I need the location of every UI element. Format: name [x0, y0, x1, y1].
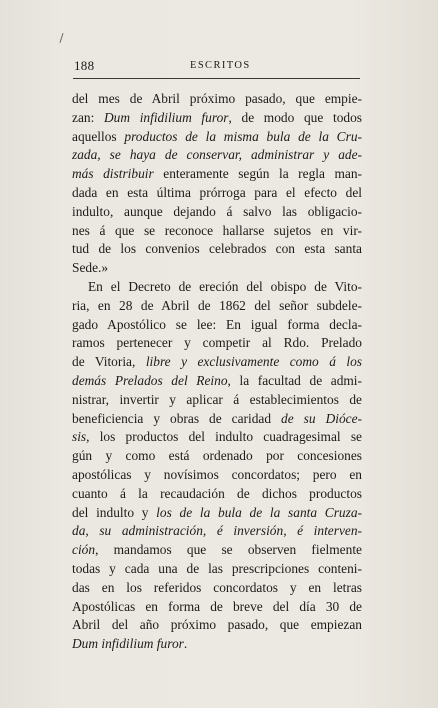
text-run: beneficiencia y obras de caridad — [72, 410, 282, 426]
text-line — [72, 316, 362, 335]
italic-run: demás Prelados del Reino — [72, 372, 228, 388]
text-run: apostólicas y novísimos concordatos; pero en — [72, 466, 362, 482]
ink-mark — [59, 33, 63, 43]
text-run: Sede.» — [72, 260, 109, 276]
text-run: gado Apostólico se lee: En igual forma decla- — [72, 316, 362, 332]
text-line — [72, 391, 362, 410]
italic-run: productos de la misma bula de la Cru- — [124, 128, 362, 144]
text-run: , mandamos que se observen fielmente — [95, 542, 362, 558]
running-title: ESCRITOS — [190, 60, 251, 71]
italic-run: más distribuir — [72, 166, 154, 182]
italic-run: de su Dióce- — [281, 410, 362, 426]
text-run: del indulto y — [72, 504, 157, 520]
text-line — [72, 128, 362, 147]
text-run: nes á que se reconoce hallarse sujetos en vir- — [72, 222, 362, 238]
text-run: . — [183, 636, 188, 652]
text-line — [72, 579, 362, 598]
text-run: enteramente según la regla man- — [153, 166, 362, 182]
italic-run: zada, se haya de conservar, administrar y ade- — [72, 147, 362, 163]
text-run: ramos pertenecer y competir al Rdo. Prelado — [72, 335, 362, 351]
page-number: 188 — [74, 58, 95, 73]
text-line — [72, 90, 362, 109]
italic-run: libre y exclusivamente como á los — [145, 354, 362, 370]
text-line — [72, 184, 362, 203]
text-line — [72, 635, 362, 654]
italic-run: Dum infidilium furor — [103, 109, 229, 125]
body-text — [72, 90, 362, 654]
text-line — [72, 240, 362, 259]
text-line — [72, 466, 362, 485]
text-line — [72, 278, 362, 297]
text-line — [72, 222, 362, 241]
text-run: dada en esta última prórroga para el efecto del — [72, 184, 362, 200]
text-run: cuanto á la recaudación de dichos productos — [72, 485, 362, 501]
text-run: gún y como está ordenado por concesiones — [72, 448, 362, 464]
text-run: Apostólicas en forma de breve del día 30 de — [72, 598, 362, 614]
page-header — [74, 58, 359, 78]
italic-run: da, su administración, é inversión, é interven- — [72, 523, 362, 539]
text-run: Abril del año próximo pasado, que empiezan — [72, 617, 362, 633]
header-rule — [73, 78, 360, 79]
text-line — [72, 541, 362, 560]
text-run: , de modo que todos — [228, 109, 362, 125]
text-line — [72, 146, 362, 165]
text-line — [72, 353, 362, 372]
text-run: tud de los convenios celebrados con esta santa — [72, 241, 362, 257]
text-run: ria, en 28 de Abril de 1862 del señor subdele- — [72, 297, 362, 313]
text-run: todas y cada una de las prescripciones conteni- — [72, 560, 362, 576]
text-run: del mes de Abril próximo pasado, que empie- — [72, 91, 362, 106]
italic-run: ción — [72, 542, 96, 558]
text-line — [72, 410, 362, 429]
text-line — [72, 165, 362, 184]
text-line — [72, 109, 362, 128]
text-line — [72, 372, 362, 391]
text-line — [72, 259, 362, 278]
text-line — [72, 447, 362, 466]
text-run: , los productos del indulto cuadragesimal se — [86, 429, 362, 445]
text-run: de Vitoria, — [72, 354, 146, 370]
text-run: aquellos — [72, 128, 125, 144]
text-line — [72, 522, 362, 541]
text-line — [72, 485, 362, 504]
text-run: das en los referidos concordatos y en letras — [72, 579, 362, 595]
italic-run: los de la bula de la santa Cruza- — [156, 504, 362, 520]
italic-run: sis — [72, 429, 87, 445]
text-line — [72, 334, 362, 353]
text-run: indulto, aunque dejando á salvo las obligacio- — [72, 203, 362, 219]
text-line — [72, 616, 362, 635]
text-line — [72, 428, 362, 447]
text-line — [72, 560, 362, 579]
text-line — [72, 504, 362, 523]
text-run: En el Decreto de ereción del obispo de Vito- — [88, 278, 362, 294]
text-run: nistrar, invertir y aplicar á establecimientos de — [72, 391, 362, 407]
italic-run: Dum infidilium furor — [72, 636, 184, 652]
text-run: zan: — [72, 109, 104, 125]
text-run: , la facultad de admi- — [227, 372, 362, 388]
text-line — [72, 598, 362, 617]
text-line — [72, 297, 362, 316]
text-line — [72, 203, 362, 222]
